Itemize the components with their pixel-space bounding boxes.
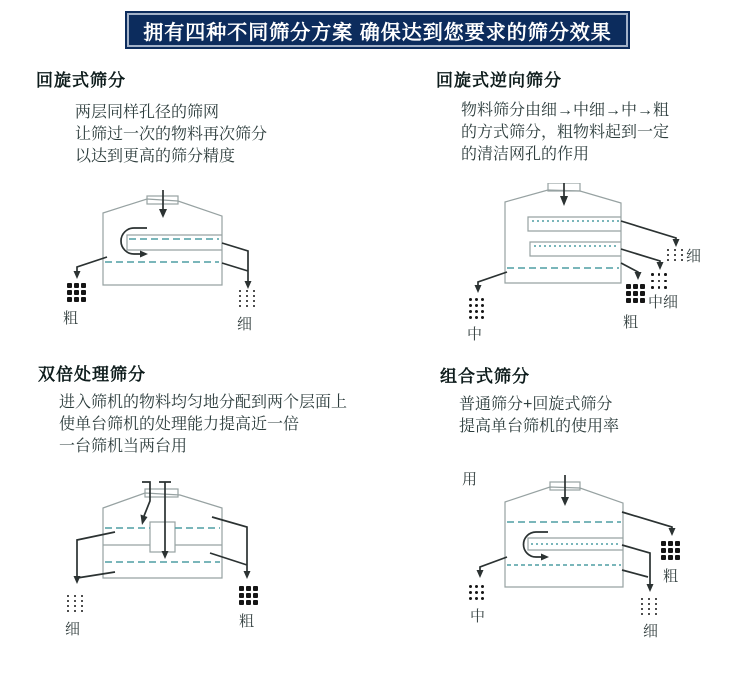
section-title-double: 双倍处理筛分 <box>38 365 146 384</box>
section-text-rotary-reverse <box>461 100 669 166</box>
label-medium: 中 <box>470 609 486 625</box>
label-fine: 细 <box>643 624 659 640</box>
section-text-line: 物料筛分由细→中细→中→粗 <box>461 102 670 119</box>
coarse-outlet-arrow-icon <box>621 263 642 280</box>
section-text-line: 两层同样孔径的筛网 <box>75 104 220 121</box>
section-text-line: 的清洁网孔的作用 <box>461 146 590 163</box>
section-text-line: 普通筛分+回旋式筛分 <box>459 396 613 413</box>
sieve-machine-diagram <box>55 188 275 332</box>
fine-outlet-arrow-icon <box>74 532 116 584</box>
u-turn-arrow-icon <box>524 532 550 561</box>
screen-lines <box>507 221 619 268</box>
medium-outlet-arrow-icon <box>475 272 508 293</box>
fine-outlet-arrow-icon <box>622 545 654 592</box>
rotary-reverse-sieving-diagram <box>455 183 715 345</box>
label-coarse: 粗 <box>63 311 79 327</box>
medium-fine-particles-icon <box>651 273 667 289</box>
medium-particles-icon <box>469 585 484 600</box>
label-stray: 用 <box>462 472 478 488</box>
section-text-combined <box>459 394 619 438</box>
sieve-machine-diagram <box>55 468 270 640</box>
section-title-combined: 组合式筛分 <box>440 367 530 386</box>
fine-particles-icon <box>67 595 83 612</box>
coarse-particles-icon <box>239 586 258 605</box>
fine-particles-icon <box>667 249 683 261</box>
section-text-rotary <box>75 102 267 168</box>
section-text-line: 让筛过一次的物料再次筛分 <box>75 126 268 143</box>
u-turn-arrow-icon <box>121 228 148 258</box>
label-coarse: 粗 <box>663 569 679 585</box>
banner <box>127 13 628 47</box>
fine-outlet-arrow-icon <box>621 221 680 247</box>
section-text-line: 的方式筛分，粗物料起到一定 <box>461 124 670 141</box>
label-coarse: 粗 <box>239 614 255 630</box>
rotary-sieving-diagram <box>55 188 275 332</box>
fine-particles-icon <box>239 290 255 307</box>
sieve-machine-diagram <box>455 183 715 345</box>
coarse-outlet-arrow-icon <box>622 512 676 536</box>
section-text-line: 使单台筛机的处理能力提高近一倍 <box>59 416 300 433</box>
coarse-outlet-arrow-icon <box>210 517 251 579</box>
label-fine: 细 <box>65 622 81 638</box>
machine-body <box>103 489 222 578</box>
label-medium-fine: 中细 <box>648 295 679 311</box>
section-text-double <box>59 392 347 458</box>
label-fine: 细 <box>686 249 702 265</box>
medium-particles-icon <box>469 298 484 319</box>
label-coarse: 粗 <box>623 315 639 331</box>
banner-title: 拥有四种不同筛分方案 确保达到您要求的筛分效果 <box>143 21 612 44</box>
medium-outlet-arrow-icon <box>477 557 508 578</box>
coarse-particles-icon <box>661 541 680 560</box>
coarse-outlet-arrow-icon <box>74 257 108 279</box>
section-title-rotary: 回旋式筛分 <box>36 71 126 90</box>
fine-particles-icon <box>641 598 657 615</box>
section-text-line: 进入筛机的物料均匀地分配到两个层面上 <box>59 394 348 411</box>
label-fine: 细 <box>237 317 253 333</box>
section-text-line: 一台筛机当两台用 <box>59 438 188 455</box>
fine-outlet-arrow-icon <box>222 243 252 289</box>
coarse-particles-icon <box>67 283 86 302</box>
combined-sieving-diagram <box>455 465 700 645</box>
section-title-rotary-reverse: 回旋式逆向筛分 <box>436 71 562 90</box>
label-medium: 中 <box>467 327 483 343</box>
double-processing-diagram <box>55 468 270 640</box>
section-text-line: 以达到更高的筛分精度 <box>75 148 236 165</box>
feed-arrow-icon <box>560 183 568 206</box>
section-text-line: 提高单台筛机的使用率 <box>459 418 620 435</box>
coarse-particles-icon <box>626 284 645 303</box>
